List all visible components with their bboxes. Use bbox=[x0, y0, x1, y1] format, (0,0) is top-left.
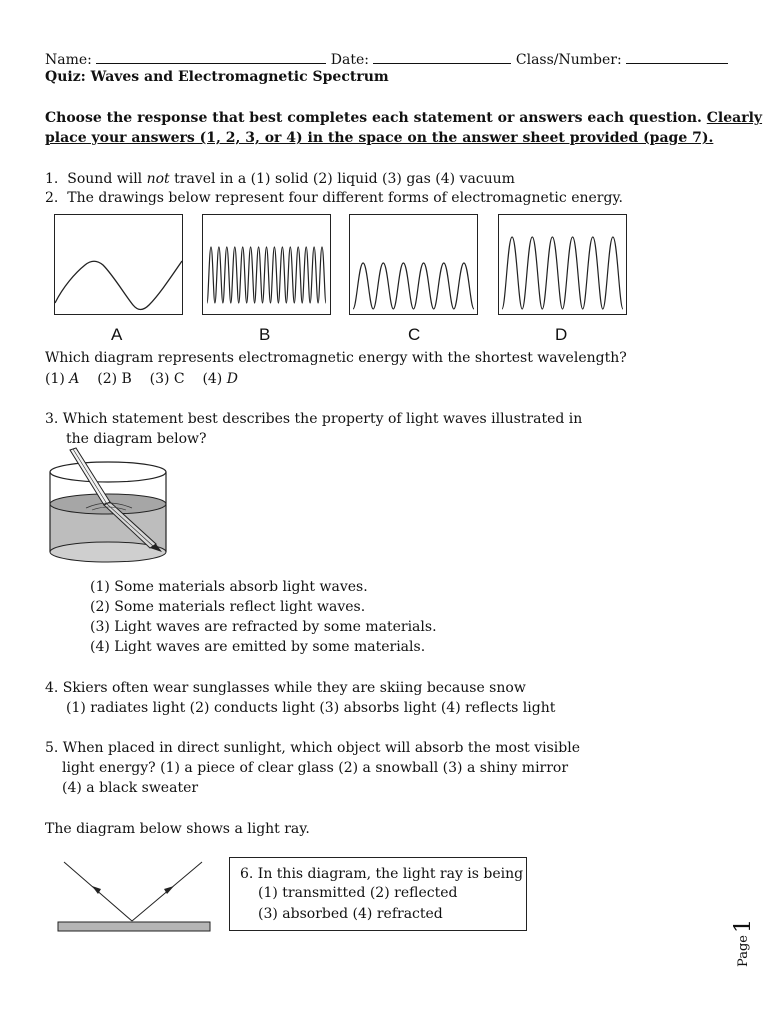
question-3-line-1: 3. Which statement best describes the property of light waves illustrated in bbox=[45, 411, 583, 427]
question-2 bbox=[45, 189, 623, 207]
wave-diagram-c bbox=[349, 214, 478, 315]
class-label: Class/Number: bbox=[515, 52, 622, 68]
question-6-line-2: (1) transmitted (2) reflected bbox=[258, 885, 458, 901]
wave-label-c: C bbox=[408, 325, 421, 344]
question-5-line-2: light energy? (1) a piece of clear glass (2) a snowball (3) a shiny mirror bbox=[62, 760, 569, 776]
date-blank[interactable] bbox=[373, 49, 511, 64]
question-4-options: (1) radiates light (2) conducts light (3) absorbs light (4) reflects light bbox=[66, 700, 556, 716]
beaker-pencil-illustration bbox=[46, 444, 172, 570]
instructions-line-2: place your answers (1, 2, 3, or 4) in the space on the answer sheet provided (page 7). bbox=[45, 130, 714, 146]
wave-diagram-a bbox=[54, 214, 183, 315]
question-5-line-3: (4) a black sweater bbox=[62, 780, 199, 796]
question-1-number: 1. bbox=[45, 171, 59, 187]
date-label: Date: bbox=[330, 52, 369, 68]
name-label: Name: bbox=[45, 52, 92, 68]
wave-b-graphic bbox=[203, 215, 330, 314]
page-word: Page bbox=[735, 935, 751, 967]
reflection-diagram bbox=[56, 858, 214, 934]
q2-option-1-num: (1) bbox=[45, 371, 65, 387]
question-6-line-1: 6. In this diagram, the light ray is being bbox=[240, 866, 524, 882]
question-3-line-2: the diagram below? bbox=[66, 431, 207, 447]
q2-option-4-letter: D bbox=[226, 371, 238, 387]
quiz-title: Quiz: Waves and Electromagnetic Spectrum bbox=[45, 69, 389, 85]
question-4-line-1: 4. Skiers often wear sunglasses while they are skiing because snow bbox=[45, 680, 526, 696]
question-1-post: travel in a (1) solid (2) liquid (3) gas (4) vacuum bbox=[174, 171, 515, 187]
page-number bbox=[718, 918, 768, 968]
q2-option-1-letter: A bbox=[69, 371, 80, 387]
wave-c-graphic bbox=[350, 215, 477, 314]
instructions-clearly: Clearly bbox=[706, 110, 763, 126]
name-line bbox=[45, 49, 728, 69]
q3-option-2: (2) Some materials reflect light waves. bbox=[90, 599, 366, 615]
q3-option-3: (3) Light waves are refracted by some materials. bbox=[90, 619, 437, 635]
wave-label-b: B bbox=[259, 325, 271, 344]
q2-option-3: (3) C bbox=[149, 371, 185, 387]
q3-option-1: (1) Some materials absorb light waves. bbox=[90, 579, 368, 595]
wave-diagram-d bbox=[498, 214, 627, 315]
class-blank[interactable] bbox=[626, 49, 728, 64]
wave-d-graphic bbox=[499, 215, 626, 314]
question-2-text: The drawings below represent four different forms of electromagnetic energy. bbox=[67, 190, 623, 206]
wave-a-graphic bbox=[55, 215, 182, 314]
question-1-emphasis: not bbox=[146, 171, 170, 187]
question-6-line-3: (3) absorbed (4) refracted bbox=[258, 906, 443, 922]
wave-label-d: D bbox=[555, 325, 568, 344]
question-2-options bbox=[45, 370, 238, 388]
question-1 bbox=[45, 170, 515, 188]
question-1-pre: Sound will bbox=[67, 171, 143, 187]
question-2-prompt: Which diagram represents electromagnetic energy with the shortest wavelength? bbox=[45, 350, 627, 366]
q2-option-2: (2) B bbox=[97, 371, 132, 387]
instructions-text-1: Choose the response that best completes each statement or answers each question. bbox=[45, 110, 702, 126]
wave-diagram-b bbox=[202, 214, 331, 315]
wave-label-a: A bbox=[111, 325, 123, 344]
name-blank[interactable] bbox=[96, 49, 326, 64]
question-2-number: 2. bbox=[45, 190, 59, 206]
page-number-value: 1 bbox=[730, 919, 756, 934]
q2-option-4-num: (4) bbox=[202, 371, 223, 387]
instructions-line-1 bbox=[45, 109, 762, 127]
light-ray-intro: The diagram below shows a light ray. bbox=[45, 821, 310, 837]
question-5-line-1: 5. When placed in direct sunlight, which object will absorb the most visible bbox=[45, 740, 580, 756]
q3-option-4: (4) Light waves are emitted by some materials. bbox=[90, 639, 426, 655]
